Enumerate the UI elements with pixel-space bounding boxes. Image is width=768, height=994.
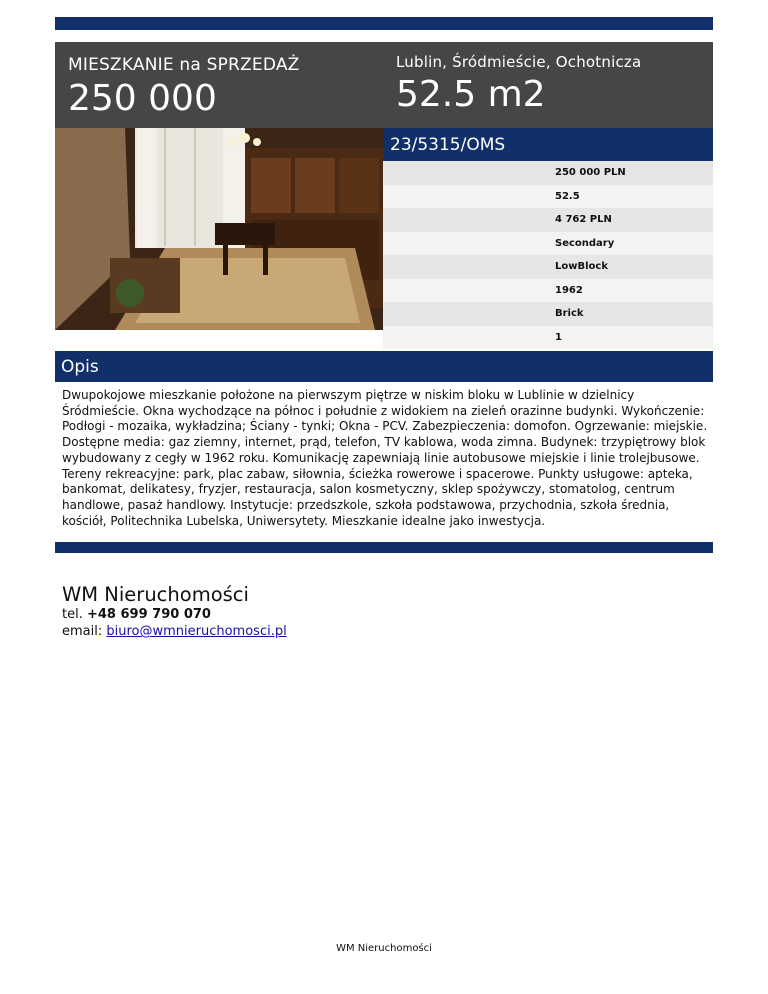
description-heading-bar: [55, 351, 713, 382]
location: Lublin, Śródmieście, Ochotnicza: [396, 53, 642, 71]
phone-label: tel.: [62, 607, 83, 622]
detail-row: Secondary: [383, 232, 713, 256]
page-footer: WM Nieruchomości: [336, 943, 432, 954]
email-line: [62, 623, 287, 640]
price-block: [68, 55, 300, 119]
location-block: [396, 53, 641, 115]
property-photo: [55, 128, 383, 330]
listing-type: MIESZKANIE na SPRZEDAŻ: [68, 55, 300, 75]
listing-header: [55, 42, 713, 128]
detail-row: Brick: [383, 302, 713, 326]
top-bar: [55, 17, 713, 30]
room-image: [55, 128, 383, 330]
email-label: email:: [62, 624, 103, 639]
divider-bar: [55, 542, 713, 553]
detail-row: 1962: [383, 279, 713, 303]
listing-code: 23/5315/OMS: [390, 135, 506, 155]
description-heading: Opis: [61, 357, 99, 377]
details-table: [383, 161, 713, 349]
phone-number[interactable]: +48 699 790 070: [86, 607, 211, 622]
agency-contact: [62, 583, 287, 640]
detail-row: 1: [383, 326, 713, 350]
detail-row: 250 000 PLN: [383, 161, 713, 185]
listing-code-bar: [383, 128, 713, 161]
description-text: Dwupokojowe mieszkanie położone na pierwszym piętrze w niskim bloku w Lublinie w dzielnicy Śródmieście. Okna wychodzące na północ i południe z widokiem na zieleń orazinne budynki. Wykończenie: Podłogi - mozaika, wykładzina; Ściany - tynki; Okna - PCV. Zabezpieczenia: domofon. Ogrzewanie: miejskie. Dostępne media: gaz ziemny, internet, prąd, telefon, TV kablowa, woda zimna. Budynek: trzypiętrowy blok wybudowany z cegły w 1962 roku. Komunikację zapewniają linie autobusowe miejskie i linie trolejbusowe. Tereny rekreacyjne: park, plac zabaw, siłownia, ścieżka rowerowe i spacerowe. Punkty usługowe: apteka, bankomat, delikatesy, fryzjer, restauracja, salon kosmetyczny, sklep spożywczy, stomatolog, centrum handlowe, pasaż handlowy. Instytucje: przedszkole, szkoła podstawowa, przychodnia, szkoła średnia, kościół, Politechnika Lubelska, Uniwersytety. Mieszkanie idealne jako inwestycja.: [62, 388, 708, 528]
phone-line: [62, 606, 287, 623]
agency-name: WM Nieruchomości: [62, 583, 249, 606]
area: 52.5 m2: [396, 74, 546, 115]
price: 250 000: [68, 78, 217, 119]
email-link[interactable]: biuro@wmnieruchomosci.pl: [106, 624, 287, 639]
detail-row: 4 762 PLN: [383, 208, 713, 232]
detail-row: 52.5: [383, 185, 713, 209]
detail-row: LowBlock: [383, 255, 713, 279]
